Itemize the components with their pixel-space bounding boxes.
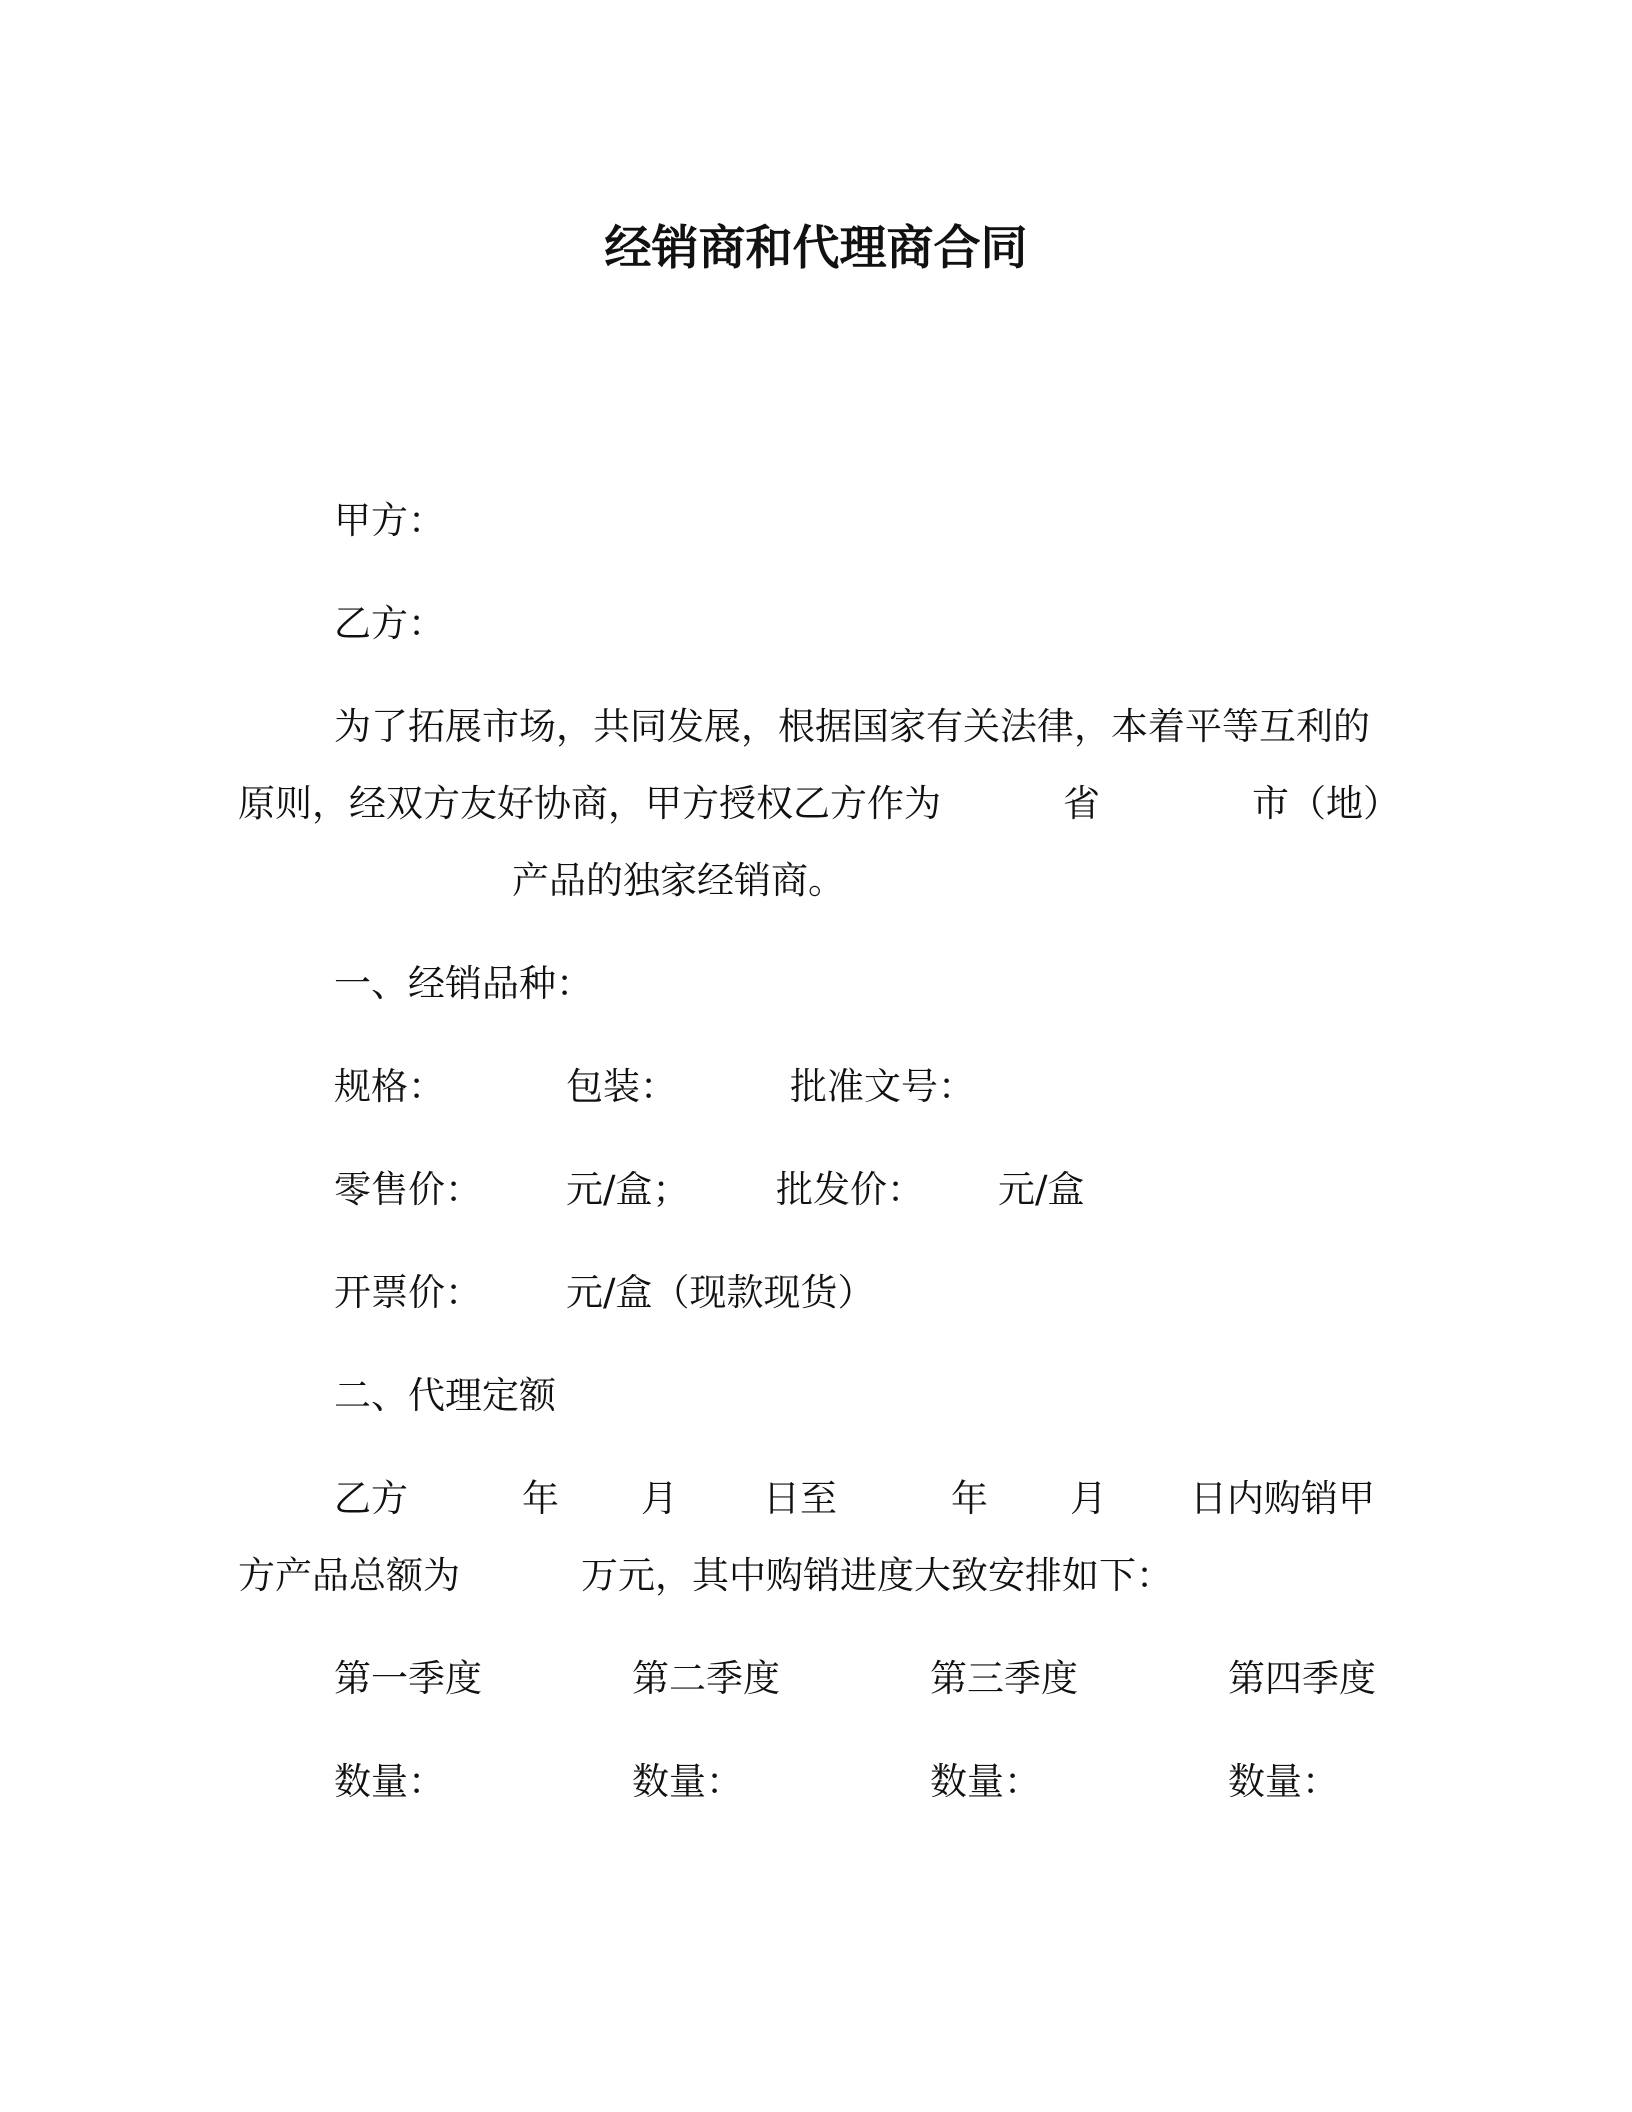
total-amount-note: 万元，其中购销进度大致安排如下：: [581, 1554, 1173, 1597]
packaging-label: 包装：: [566, 1065, 677, 1108]
intro-province: 省: [1063, 782, 1100, 825]
quarter-4-quantity-label: 数量：: [1228, 1760, 1339, 1803]
intro-line-1: 为了拓展市场，共同发展，根据国家有关法律，本着平等互利的: [334, 705, 1370, 748]
quarter-3-label: 第三季度: [930, 1657, 1078, 1700]
quarter-3-quantity-label: 数量：: [930, 1760, 1041, 1803]
quarter-1-quantity-label: 数量：: [334, 1760, 445, 1803]
period-year-2: 年: [951, 1477, 988, 1520]
invoice-price-label: 开票价：: [334, 1271, 482, 1314]
quarter-2-label: 第二季度: [632, 1657, 780, 1700]
period-day-1-to: 日至: [763, 1477, 837, 1520]
spec-label: 规格：: [334, 1065, 445, 1108]
intro-city: 市（地）: [1252, 782, 1400, 825]
quarter-1-label: 第一季度: [334, 1657, 482, 1700]
retail-price-unit: 元/盒；: [566, 1168, 690, 1211]
period-month-2: 月: [1070, 1477, 1107, 1520]
period-day-2-tail: 日内购销甲: [1190, 1477, 1375, 1520]
intro-line-3: 产品的独家经销商。: [512, 859, 845, 902]
section2-heading: 二、代理定额: [334, 1374, 556, 1417]
period-month-1: 月: [641, 1477, 678, 1520]
intro-line-2: 原则，经双方友好协商，甲方授权乙方作为: [238, 782, 941, 825]
wholesale-price-unit: 元/盒: [998, 1168, 1085, 1211]
section1-heading: 一、经销品种：: [334, 962, 593, 1005]
document-title: 经销商和代理商合同: [604, 221, 1028, 276]
quarter-2-quantity-label: 数量：: [632, 1760, 743, 1803]
total-amount-label: 方产品总额为: [238, 1554, 460, 1597]
approval-no-label: 批准文号：: [790, 1065, 975, 1108]
quarter-4-label: 第四季度: [1228, 1657, 1376, 1700]
period-year-1: 年: [522, 1477, 559, 1520]
retail-price-label: 零售价：: [334, 1168, 482, 1211]
party-a-label: 甲方：: [334, 499, 445, 542]
invoice-price-unit: 元/盒（现款现货）: [566, 1271, 875, 1314]
wholesale-price-label: 批发价：: [776, 1168, 924, 1211]
party-b-label: 乙方：: [334, 602, 445, 645]
period-party-label: 乙方: [334, 1477, 408, 1520]
